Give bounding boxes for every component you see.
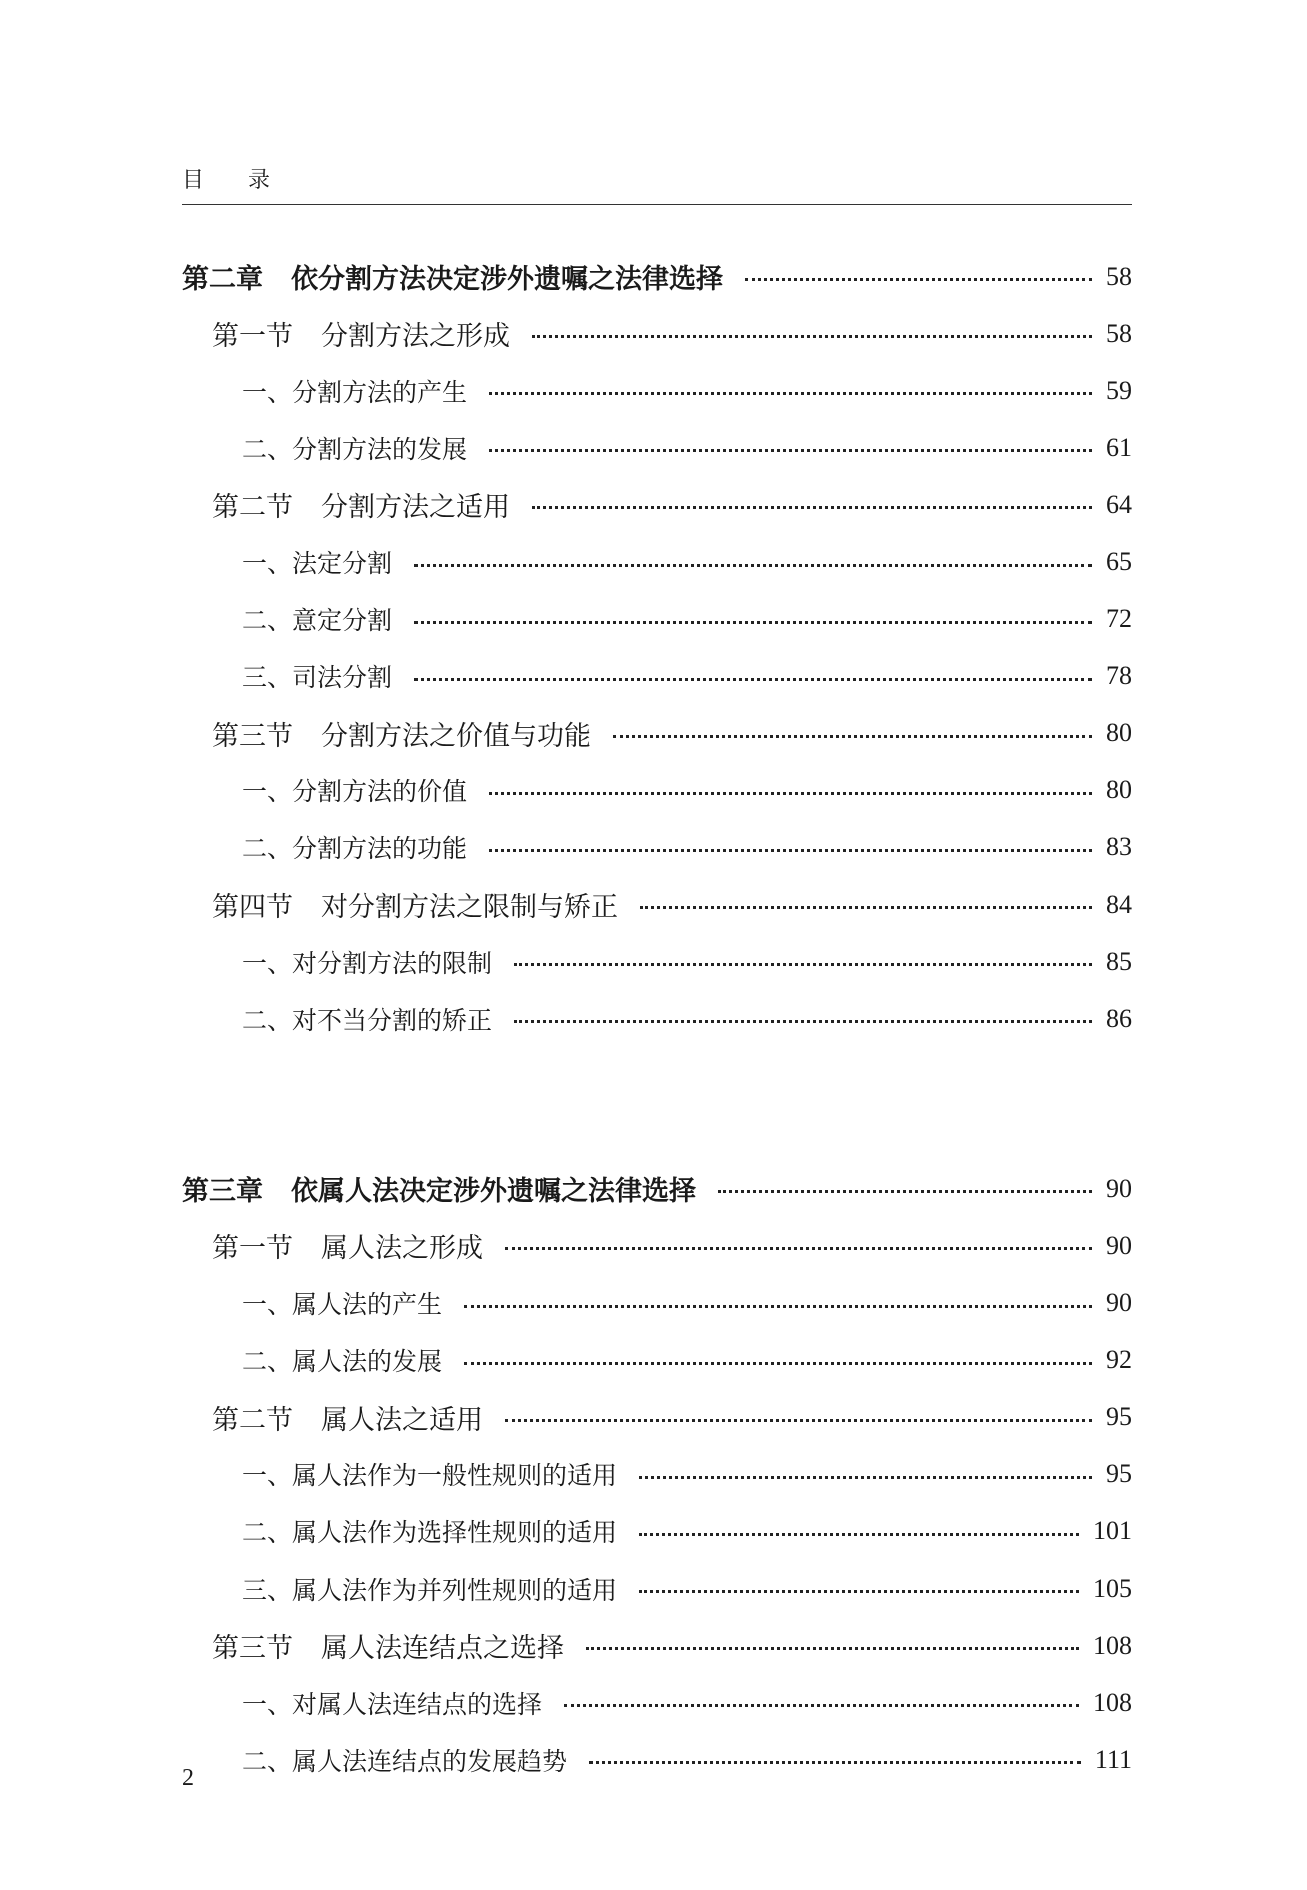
- toc-entry-title: 二、意定分割: [242, 606, 393, 636]
- dot-leader: [514, 1020, 1092, 1023]
- header-rule: [182, 204, 1132, 205]
- toc-chapter-row[interactable]: [182, 248, 1132, 305]
- toc-chapter-row[interactable]: [182, 1160, 1132, 1217]
- toc-page-number: 95: [1106, 1459, 1132, 1489]
- toc-entry-title: 一、对分割方法的限制: [242, 948, 493, 978]
- toc-item-row[interactable]: [182, 1446, 1132, 1503]
- toc-item-row[interactable]: [182, 990, 1132, 1047]
- dot-leader: [718, 1190, 1092, 1193]
- toc-entry-number: 第三节: [212, 1633, 293, 1665]
- toc-item-row[interactable]: [182, 1560, 1132, 1617]
- toc-entry-number: 第二节: [212, 1404, 293, 1436]
- toc-entry-title: 三、司法分割: [242, 663, 393, 693]
- toc-entry-title: 一、法定分割: [242, 549, 393, 579]
- dot-leader: [532, 335, 1092, 338]
- toc-entry-label: [182, 1626, 564, 1665]
- toc-section-row[interactable]: [182, 305, 1132, 362]
- dot-leader: [414, 564, 1092, 567]
- toc-page-number: 90: [1106, 1230, 1132, 1260]
- dot-leader: [586, 1647, 1079, 1650]
- toc-item-row[interactable]: [182, 591, 1132, 648]
- toc-item-row[interactable]: [182, 533, 1132, 590]
- toc-entry-title: 对分割方法之限制与矫正: [321, 892, 618, 924]
- toc-entry-label: [182, 1226, 483, 1265]
- toc-page-number: 58: [1106, 261, 1132, 291]
- toc-entry-label: [182, 1169, 696, 1208]
- toc-page-number: 86: [1106, 1003, 1132, 1033]
- toc-entry-title: 二、分割方法的发展: [242, 434, 468, 464]
- toc-entry-label: [182, 1513, 617, 1549]
- toc-entry-number: 第二节: [212, 492, 293, 524]
- chapter-gap: [182, 1047, 1132, 1160]
- dot-leader: [505, 1247, 1092, 1250]
- toc-entry-label: [182, 1001, 492, 1037]
- toc-entry-title: 一、属人法的产生: [242, 1290, 443, 1320]
- toc-entry-title: 一、对属人法连结点的选择: [242, 1689, 543, 1719]
- toc-entry-label: [182, 1285, 442, 1321]
- toc-page-number: 78: [1106, 661, 1132, 691]
- toc-entry-title: 二、对不当分割的矫正: [242, 1005, 493, 1035]
- toc-item-row[interactable]: [182, 933, 1132, 990]
- dot-leader: [613, 735, 1092, 738]
- dot-leader: [505, 1419, 1092, 1422]
- toc-section-row[interactable]: [182, 876, 1132, 933]
- toc-entry-label: [182, 1398, 483, 1437]
- toc-page-number: 92: [1106, 1345, 1132, 1375]
- toc-entry-label: [182, 944, 492, 980]
- toc-entry-title: 分割方法之适用: [321, 492, 510, 524]
- dot-leader: [414, 621, 1092, 624]
- dot-leader: [639, 1533, 1079, 1536]
- toc-entry-title: 依属人法决定涉外遗嘱之法律选择: [291, 1176, 696, 1208]
- toc-entry-title: 二、属人法的发展: [242, 1347, 443, 1377]
- toc-entry-label: [182, 257, 723, 296]
- toc-entry-label: [182, 1742, 567, 1778]
- toc-page-number: 80: [1106, 775, 1132, 805]
- toc-item-row[interactable]: [182, 819, 1132, 876]
- toc-entry-title: 一、属人法作为一般性规则的适用: [242, 1461, 618, 1491]
- dot-leader: [464, 1362, 1092, 1365]
- toc-item-row[interactable]: [182, 762, 1132, 819]
- toc-page-number: 85: [1106, 946, 1132, 976]
- toc-item-row[interactable]: [182, 1275, 1132, 1332]
- toc-entry-number: 第三章: [182, 1176, 263, 1208]
- toc-section-row[interactable]: [182, 705, 1132, 762]
- toc-entry-label: [182, 714, 591, 753]
- toc-entry-number: 第四节: [212, 892, 293, 924]
- toc-entry-label: [182, 772, 467, 808]
- toc-page-number: 84: [1106, 889, 1132, 919]
- toc-page-number: 59: [1106, 375, 1132, 405]
- toc-page-number: 72: [1106, 604, 1132, 634]
- toc-section-row[interactable]: [182, 1617, 1132, 1674]
- toc-section-row[interactable]: [182, 476, 1132, 533]
- toc-page-number: 105: [1093, 1573, 1132, 1603]
- dot-leader: [489, 792, 1092, 795]
- toc-entry-label: [182, 485, 510, 524]
- toc-item-row[interactable]: [182, 648, 1132, 705]
- toc-section-row[interactable]: [182, 1217, 1132, 1274]
- toc-entry-title: 分割方法之价值与功能: [321, 720, 591, 752]
- toc-entry-title: 依分割方法决定涉外遗嘱之法律选择: [291, 264, 723, 296]
- toc-entry-number: 第三节: [212, 720, 293, 752]
- toc-page-number: 108: [1093, 1630, 1132, 1660]
- running-head-char-1: 目: [182, 168, 205, 193]
- toc-entry-label: [182, 1571, 617, 1607]
- toc-item-row[interactable]: [182, 1332, 1132, 1389]
- toc-entry-label: [182, 1456, 617, 1492]
- toc-entry-label: [182, 601, 392, 637]
- running-head-char-2: 录: [248, 168, 271, 193]
- dot-leader: [414, 678, 1092, 681]
- toc-entry-number: 第二章: [182, 264, 263, 296]
- dot-leader: [639, 1476, 1092, 1479]
- toc-page-number: 61: [1106, 432, 1132, 462]
- toc-entry-title: 一、分割方法的价值: [242, 777, 468, 807]
- toc-entry-title: 三、属人法作为并列性规则的适用: [242, 1575, 618, 1605]
- toc-page-number: 111: [1094, 1744, 1132, 1774]
- toc-item-row[interactable]: [182, 1674, 1132, 1731]
- dot-leader: [489, 449, 1092, 452]
- dot-leader: [589, 1761, 1081, 1764]
- toc-item-row[interactable]: [182, 1503, 1132, 1560]
- toc-entry-label: [182, 829, 467, 865]
- table-of-contents: [182, 248, 1132, 1788]
- dot-leader: [564, 1704, 1079, 1707]
- toc-page-number: 65: [1106, 547, 1132, 577]
- toc-entry-title: 属人法之形成: [321, 1233, 483, 1265]
- running-head: [182, 163, 270, 194]
- toc-page-number: 101: [1093, 1516, 1132, 1546]
- dot-leader: [639, 1590, 1079, 1593]
- toc-entry-label: [182, 544, 392, 580]
- dot-leader: [514, 963, 1092, 966]
- toc-entry-title: 二、分割方法的功能: [242, 834, 468, 864]
- toc-entry-title: 一、分割方法的产生: [242, 377, 468, 407]
- toc-item-row[interactable]: [182, 419, 1132, 476]
- toc-page-number: 58: [1106, 318, 1132, 348]
- page-number: 2: [182, 1765, 194, 1791]
- dot-leader: [745, 278, 1092, 281]
- toc-page-number: 83: [1106, 832, 1132, 862]
- toc-entry-label: [182, 658, 392, 694]
- toc-entry-label: [182, 373, 467, 409]
- toc-section-row[interactable]: [182, 1389, 1132, 1446]
- toc-item-row[interactable]: [182, 362, 1132, 419]
- toc-entry-title: 属人法连结点之选择: [321, 1633, 564, 1665]
- dot-leader: [489, 849, 1092, 852]
- toc-entry-number: 第一节: [212, 321, 293, 353]
- toc-entry-label: [182, 430, 467, 466]
- toc-page-number: 108: [1093, 1687, 1132, 1717]
- toc-entry-label: [182, 1342, 442, 1378]
- toc-entry-label: [182, 314, 510, 353]
- toc-entry-title: 二、属人法作为选择性规则的适用: [242, 1518, 618, 1548]
- toc-entry-label: [182, 885, 618, 924]
- toc-entry-number: 第一节: [212, 1233, 293, 1265]
- toc-entry-title: 分割方法之形成: [321, 321, 510, 353]
- toc-page-number: 64: [1106, 489, 1132, 519]
- toc-page-number: 90: [1106, 1173, 1132, 1203]
- toc-entry-title: 属人法之适用: [321, 1404, 483, 1436]
- dot-leader: [489, 392, 1092, 395]
- toc-item-row[interactable]: [182, 1731, 1132, 1788]
- toc-entry-label: [182, 1685, 542, 1721]
- dot-leader: [640, 906, 1092, 909]
- toc-page-number: 90: [1106, 1288, 1132, 1318]
- toc-entry-title: 二、属人法连结点的发展趋势: [242, 1746, 568, 1776]
- dot-leader: [464, 1305, 1092, 1308]
- toc-page-number: 95: [1106, 1402, 1132, 1432]
- toc-page-number: 80: [1106, 718, 1132, 748]
- dot-leader: [532, 506, 1092, 509]
